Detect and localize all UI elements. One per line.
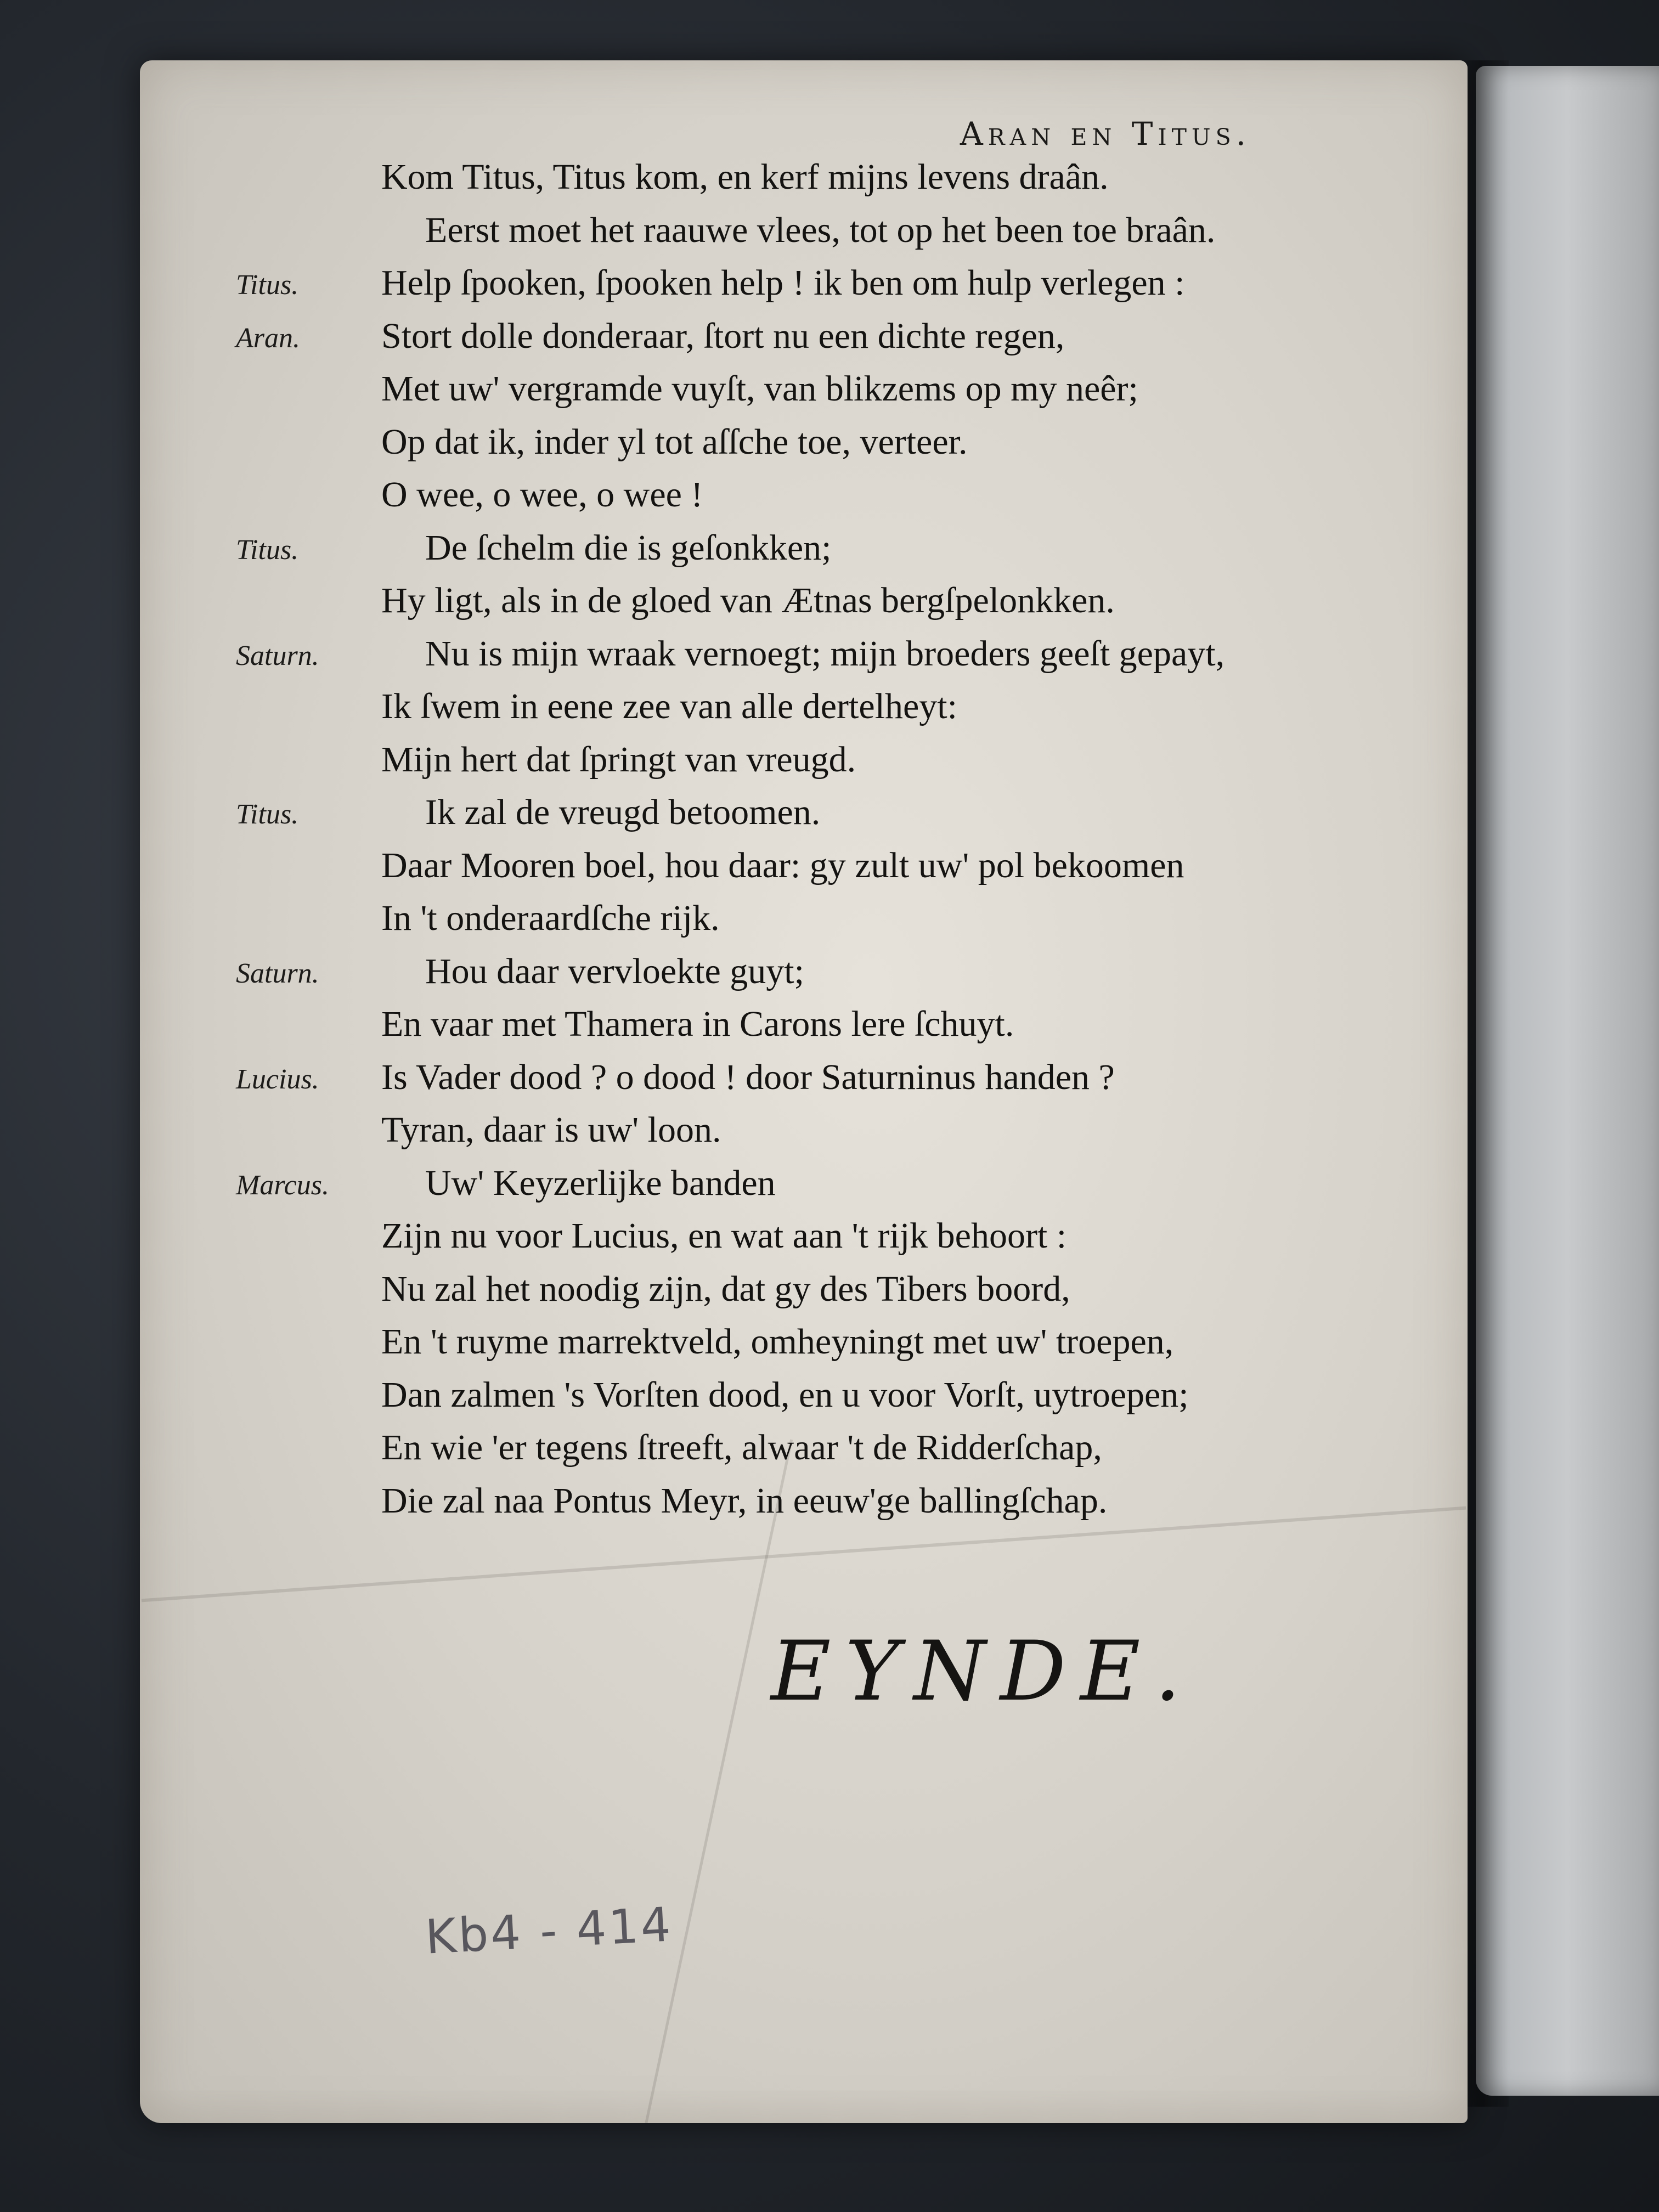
verse-line: Op dat ik, inder yl tot aſſche toe, verteer. [381, 421, 968, 462]
verse-line: Tyran, daar is uw' loon. [381, 1110, 721, 1150]
speaker-label: Titus. [236, 534, 299, 566]
verse-line: Zijn nu voor Lucius, en wat aan 't rijk behoort : [381, 1216, 1067, 1256]
verse-line: Kom Titus, Titus kom, en kerf mijns levens draân. [381, 157, 1109, 197]
speaker-label: Titus. [236, 269, 299, 301]
running-head: Aran en Titus. [960, 115, 1251, 153]
verse-line: Daar Mooren boel, hou daar: gy zult uw' pol bekoomen [381, 845, 1184, 885]
verse-line: En wie 'er tegens ſtreeft, alwaar 't de Ridderſchap, [381, 1427, 1102, 1468]
speaker-label: Saturn. [236, 640, 319, 672]
facing-page [1476, 66, 1659, 2096]
verse-line: Nu zal het noodig zijn, dat gy des Tibers boord, [381, 1268, 1070, 1309]
verse-line: In 't onderaardſche rijk. [381, 898, 720, 938]
verse-line: Dan zalmen 's Vorſten dood, en u voor Vorſt, uytroepen; [381, 1374, 1189, 1415]
verse-line: Ik zal de vreugd betoomen. [425, 792, 821, 832]
finis-mark: EYNDE. [771, 1624, 1195, 1719]
speaker-label: Titus. [236, 799, 299, 830]
verse-line: Hy ligt, als in de gloed van Ætnas bergſpelonkken. [381, 580, 1115, 620]
speaker-label: Marcus. [236, 1169, 329, 1201]
verse-line: Uw' Keyzerlijke banden [425, 1163, 776, 1203]
verse-line: Stort dolle donderaar, ſtort nu een dichte regen, [381, 315, 1065, 356]
handwritten-shelfmark: Kb4 - 414 [424, 1897, 674, 1965]
verse-line: O wee, o wee, o wee ! [381, 475, 703, 515]
verse-line: Ik ſwem in eene zee van alle dertelheyt: [381, 686, 957, 726]
verse-line: Is Vader dood ? o dood ! door Saturninus handen ? [381, 1057, 1115, 1097]
verse-line: Eerst moet het raauwe vlees, tot op het been toe braân. [425, 210, 1216, 250]
verse-line: Mijn hert dat ſpringt van vreugd. [381, 739, 856, 780]
speaker-label: Aran. [236, 322, 300, 354]
verse-line: Help ſpooken, ſpooken help ! ik ben om hulp verlegen : [381, 263, 1185, 303]
verse-line: Nu is mijn wraak vernoegt; mijn broeders geeſt gepayt, [425, 633, 1225, 674]
verse-line: De ſchelm die is geſonkken; [425, 527, 832, 568]
verse-line: Die zal naa Pontus Meyr, in eeuw'ge ballingſchap. [381, 1480, 1108, 1521]
verse-line: En 't ruyme marrektveld, omheyningt met uw' troepen, [381, 1322, 1174, 1362]
verse-line: Met uw' vergramde vuyſt, van blikzems op my neêr; [381, 369, 1138, 409]
verse-line: En vaar met Thamera in Carons lere ſchuyt. [381, 1004, 1014, 1044]
page-crease [642, 1440, 793, 2123]
speaker-label: Lucius. [236, 1063, 319, 1095]
book-page [140, 60, 1468, 2123]
verse-line: Hou daar vervloekte guyt; [425, 951, 804, 991]
speaker-label: Saturn. [236, 957, 319, 989]
